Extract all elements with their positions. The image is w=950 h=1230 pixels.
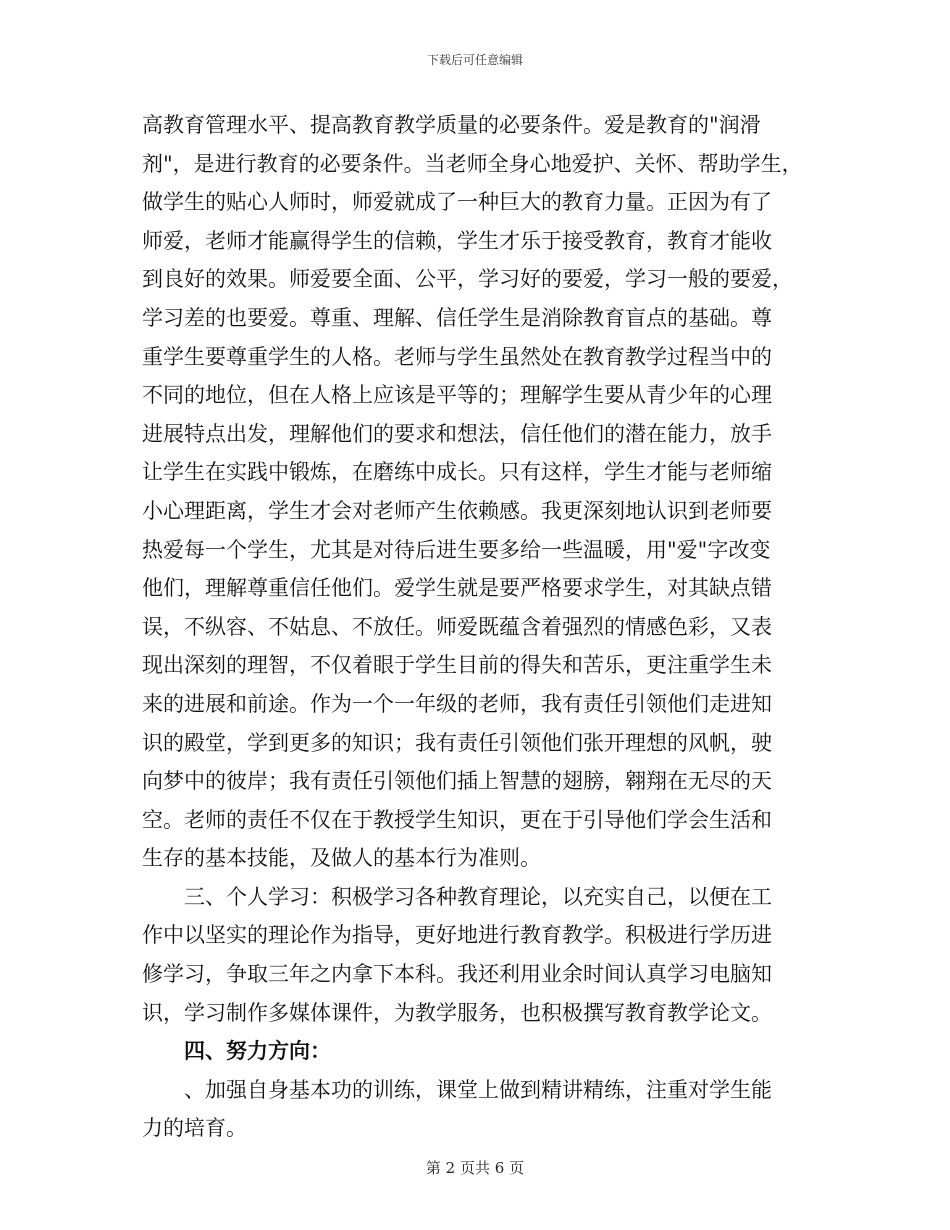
text-line: 小心理距离，学生才会对老师产生依赖感。我更深刻地认识到老师要 bbox=[142, 498, 772, 523]
text-line: 让学生在实践中锻炼，在磨练中成长。只有这样，学生才能与老师缩 bbox=[142, 460, 772, 485]
text-line: 现出深刻的理智，不仅着眼于学生目前的得失和苦乐，更注重学生未 bbox=[142, 653, 772, 678]
text-line: 他们，理解尊重信任他们。爱学生就是要严格要求学生，对其缺点错 bbox=[142, 576, 772, 601]
text-line: 力的培育。 bbox=[142, 1116, 247, 1141]
text-line: 到良好的效果。师爱要全面、公平，学习好的要爱，学习一般的要爱， bbox=[142, 267, 793, 292]
text-line: 修学习，争取三年之内拿下本科。我还利用业余时间认真学习电脑知 bbox=[142, 962, 772, 987]
text-line: 空。老师的责任不仅在于教授学生知识，更在于引导他们学会生活和 bbox=[142, 807, 772, 832]
text-line: 作中以坚实的理论作为指导，更好地进行教育教学。积极进行学历进 bbox=[142, 923, 772, 948]
paragraph-start-line: 、加强自身基本功的训练，课堂上做到精讲精练，注重对学生能 bbox=[184, 1077, 772, 1102]
text-line: 不同的地位，但在人格上应该是平等的；理解学生要从青少年的心理 bbox=[142, 383, 772, 408]
text-line: 向梦中的彼岸；我有责任引领他们插上智慧的翅膀，翱翔在无尽的天 bbox=[142, 769, 772, 794]
text-line: 进展特点出发，理解他们的要求和想法，信任他们的潜在能力，放手 bbox=[142, 421, 772, 446]
text-line: 识的殿堂，学到更多的知识；我有责任引领他们张开理想的风帆，驶 bbox=[142, 730, 772, 755]
text-line: 剂"，是进行教育的必要条件。当老师全身心地爱护、关怀、帮助学生， bbox=[142, 151, 803, 176]
page-header: 下载后可任意编辑 bbox=[426, 53, 523, 67]
text-line: 重学生要尊重学生的人格。老师与学生虽然处在教育教学过程当中的 bbox=[142, 344, 772, 369]
text-line: 生存的基本技能，及做人的基本行为准则。 bbox=[142, 846, 541, 871]
text-line: 热爱每一个学生，尤其是对待后进生要多给一些温暖，用"爱"字改变 bbox=[142, 537, 771, 562]
text-line: 误，不纵容、不姑息、不放任。师爱既蕴含着强烈的情感色彩，又表 bbox=[142, 614, 772, 639]
text-line: 来的进展和前途。作为一个一年级的老师，我有责任引领他们走进知 bbox=[142, 691, 772, 716]
document-body bbox=[142, 110, 822, 1152]
text-line: 识，学习制作多媒体课件，为教学服务，也积极撰写教育教学论文。 bbox=[142, 1000, 772, 1025]
paragraph-start-line: 三、个人学习：积极学习各种教育理论，以充实自己，以便在工 bbox=[184, 884, 772, 909]
page-footer: 第 2 页共 6 页 bbox=[425, 1159, 525, 1177]
text-line: 做学生的贴心人师时，师爱就成了一种巨大的教育力量。正因为有了 bbox=[142, 190, 772, 215]
section-heading: 四、努力方向： bbox=[184, 1038, 331, 1064]
text-line: 师爱，老师才能赢得学生的信赖，学生才乐于接受教育，教育才能收 bbox=[142, 228, 772, 253]
text-line: 高教育管理水平、提高教育教学质量的必要条件。爱是教育的"润滑 bbox=[142, 113, 761, 137]
text-line: 学习差的也要爱。尊重、理解、信任学生是消除教育盲点的基础。尊 bbox=[142, 305, 772, 330]
